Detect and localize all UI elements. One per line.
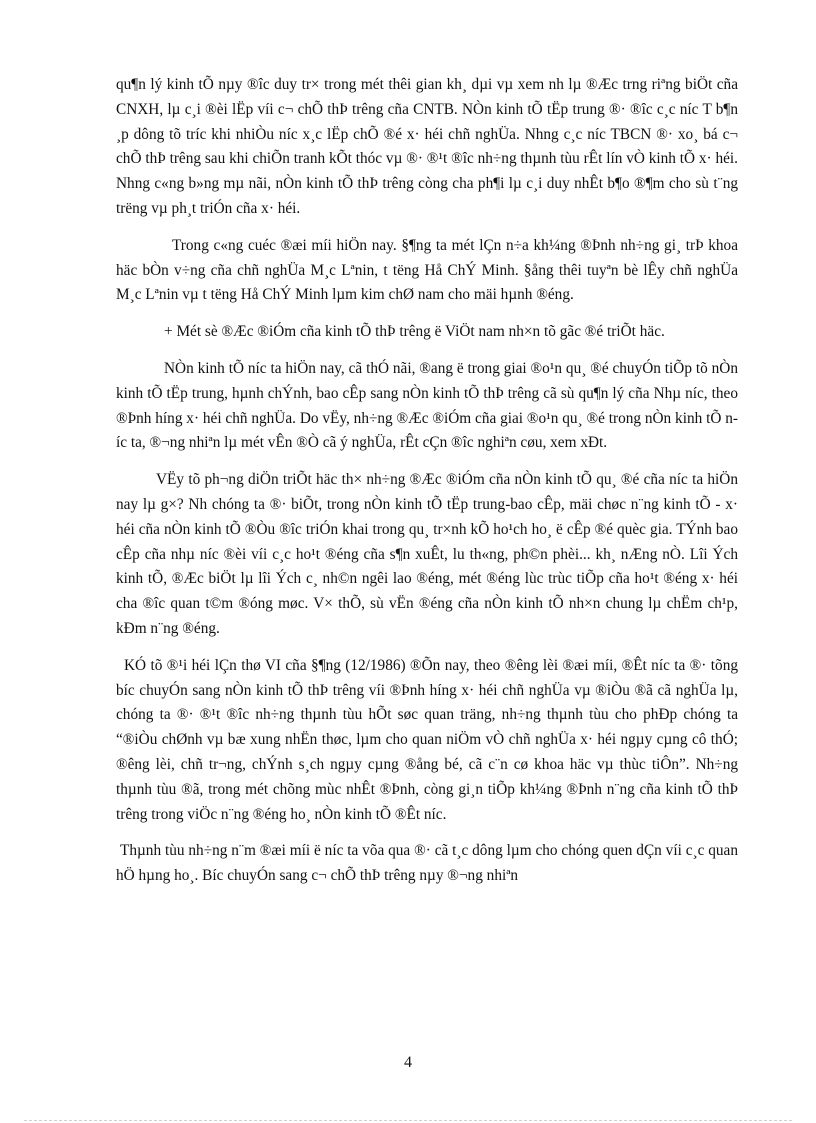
document-body <box>116 73 738 901</box>
paragraph: qu¶n lý kinh tÕ nµy ®îc duy tr× trong mét thêi gian kh¸ dµi vµ xem nh lµ ®Æc trng riªng biÖt cña CNXH, lµ c¸i ®èi lËp víi c¬ chÕ thÞ trêng cña CNTB. NÒn kinh tÕ tËp trung ®· ®îc c¸c níc T b¶n ¸p dông tõ tríc khi nhiÒu níc x¸c lËp chÕ ®é x· héi chñ nghÜa. Nhng c¸c níc TBCN ®· xo¸ bá c¬ chÕ thÞ trêng sau khi chiÕn tranh kÕt thóc vµ ®· ®¹t ®îc nh÷ng thµnh tùu rÊt lín vÒ kinh tÕ x· héi. Nhng c«ng b»ng mµ nãi, nÒn kinh tÕ thÞ trêng còng cha ph¶i lµ c¸i duy nhÊt b¶o ®¶m cho sù t¨ng trëng vµ ph¸t triÓn cña x· héi. <box>116 76 738 217</box>
paragraph: Trong c«ng cuéc ®æi míi hiÖn nay. §¶ng ta mét lÇn n÷a kh¼ng ®Þnh nh÷ng gi¸ trÞ khoa häc bÒn v÷ng cña chñ nghÜa M¸c Lªnin, t tëng Hå ChÝ Minh. §ång thêi tuyªn bè lÊy chñ nghÜa M¸c Lªnin vµ t tëng Hå ChÝ Minh lµm kim chØ nam cho mäi hµnh ®éng. <box>116 236 738 304</box>
paragraph: NÒn kinh tÕ níc ta hiÖn nay, cã thÓ nãi, ®ang ë trong giai ®o¹n qu¸ ®é chuyÓn tiÕp tõ nÒn kinh tÕ tËp trung, hµnh chÝnh, bao cÊp sang nÒn kinh tÕ thÞ trêng cã sù qu¶n lý cña Nhµ níc, theo ®Þnh híng x· héi chñ nghÜa. Do vËy, nh÷ng ®Æc ®iÓm cña giai ®o¹n qu¸ ®é trong nÒn kinh tÕ níc ta, ®¬ng nhiªn lµ mét vÊn ®Ò cã ý nghÜa, rÊt cÇn ®îc nghiªn cøu, xem xÐt. <box>116 359 738 452</box>
paragraph-bullet: + Mét sè ®Æc ®iÓm cña kinh tÕ thÞ trêng ë ViÖt nam nh×n tõ gãc ®é triÕt häc. <box>164 323 665 341</box>
page-bottom-divider <box>24 1120 792 1121</box>
paragraph: VËy tõ ph¬ng diÖn triÕt häc th× nh÷ng ®Æc ®iÓm cña nÒn kinh tÕ qu¸ ®é cña níc ta hiÖn nay lµ g×? Nh chóng ta ®· biÕt, trong nÒn kinh tÕ tËp trung-bao cÊp, mäi chøc n¨ng kinh tÕ - x· héi cña nÒn kinh tÕ ®Òu ®îc triÓn khai trong qu¸ tr×nh kÕ ho¹ch ho¸ ë cÊp ®é quèc gia. TÝnh bao cÊp cña nhµ níc ®èi víi c¸c ho¹t ®éng cña s¶n xuÊt, lu th«ng, ph©n phèi... kh¸ nÆng nÒ. Lîi Ých kinh tÕ, ®Æc biÖt lµ lîi Ých c¸ nh©n ngêi lao ®éng, mét ®éng lùc trùc tiÕp cña ho¹t ®éng x· héi cha ®îc quan t©m ®óng møc. V× thÕ, sù vËn ®éng cña nÒn kinh tÕ nh×n chung lµ chËm ch¹p, kÐm n¨ng ®éng. <box>116 471 738 637</box>
paragraph: Thµnh tùu nh÷ng n¨m ®æi míi ë níc ta võa qua ®· cã t¸c dông lµm cho chóng quen dÇn víi c¸c quan hÖ hµng ho¸. Bíc chuyÓn sang c¬ chÕ thÞ trêng nµy ®¬ng nhiªn <box>116 842 738 885</box>
paragraph: KÓ tõ ®¹i héi lÇn thø VI cña §¶ng (12/1986) ®Õn nay, theo ®êng lèi ®æi míi, ®Êt níc ta ®· tõng bíc chuyÓn sang nÒn kinh tÕ thÞ trêng víi ®Þnh híng x· héi chñ nghÜa vµ ®iÒu ®ã cã nghÜa lµ, chóng ta ®· ®¹t ®îc nh÷ng thµnh tùu hÕt søc quan träng, nh÷ng thµnh tùu cho phÐp chóng ta “®iÒu chØnh vµ bæ xung nhËn thøc, lµm cho quan niÖm vÒ chñ nghÜa x· héi ngµy cµng cô thÓ; ®êng lèi, chñ tr¬ng, chÝnh s¸ch ngµy cµng ®ång bé, cã c¨n cø khoa häc vµ thùc tiÔn”. Nh÷ng thµnh tùu ®ã, trong mét chõng mùc nhÊt ®Þnh, còng gi¸n tiÕp kh¼ng ®Þnh n¨ng cña kinh tÕ thÞ trêng trong viÖc n¨ng ®éng ho¸ nÒn kinh tÕ ®Êt níc. <box>116 656 738 823</box>
page-number: 4 <box>404 1054 412 1071</box>
